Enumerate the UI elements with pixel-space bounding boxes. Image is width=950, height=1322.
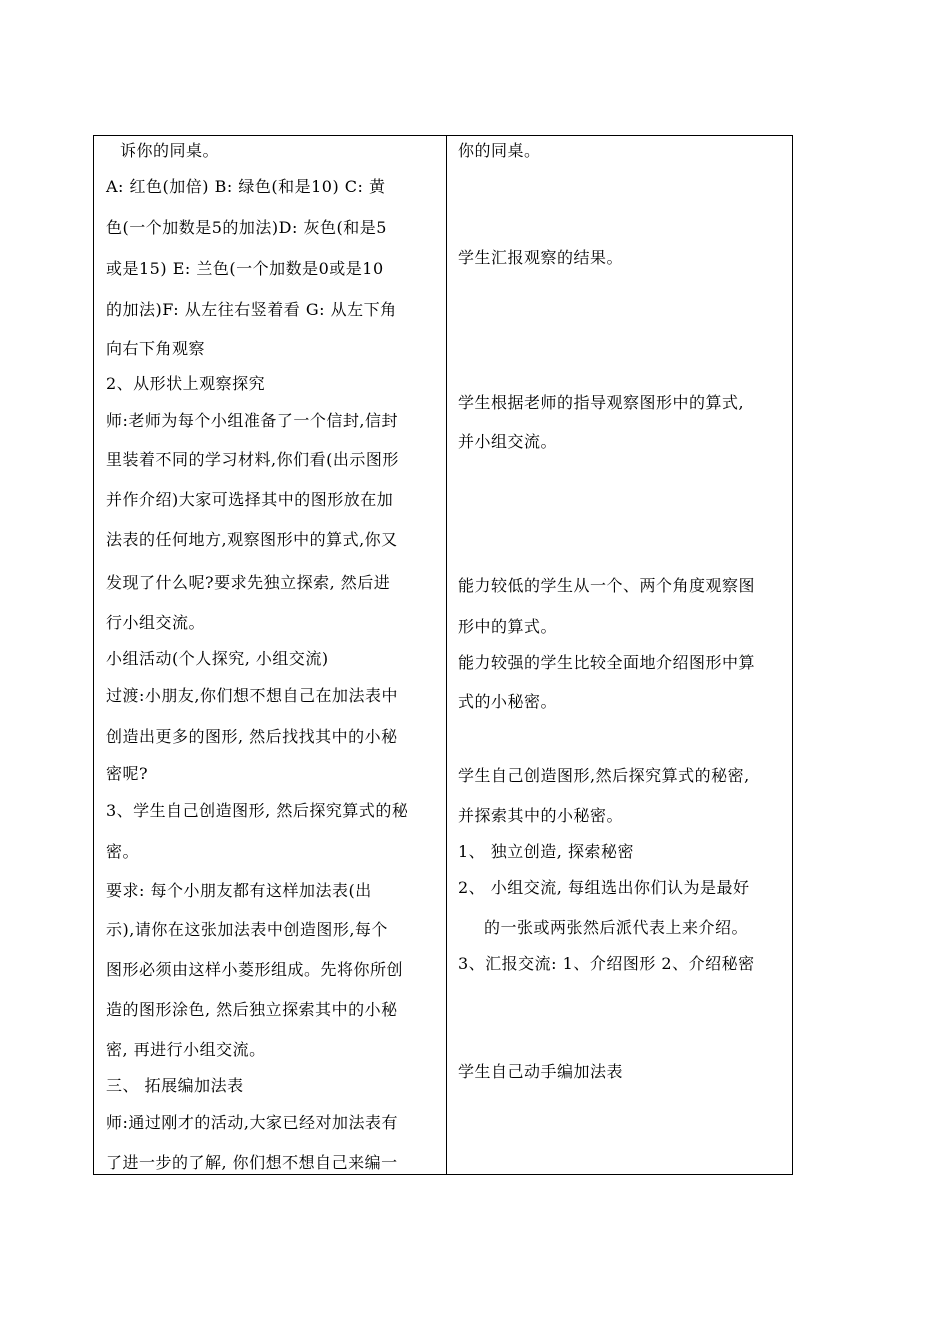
right-line: 式的小秘密。 (458, 692, 558, 711)
left-line: 2、从形状上观察探究 (106, 374, 266, 393)
left-line: 密呢? (106, 764, 149, 783)
left-line: 诉你的同桌。 (120, 141, 220, 160)
right-line: 学生自己动手编加法表 (458, 1062, 624, 1081)
right-line: 并探索其中的小秘密。 (458, 806, 624, 825)
left-line: 或是15) E: 兰色(一个加数是0或是10 (106, 259, 384, 278)
right-line: 形中的算式。 (458, 617, 558, 636)
right-line: 能力较强的学生比较全面地介绍图形中算 (458, 653, 756, 672)
right-line: 3、汇报交流: 1、介绍图形 2、介绍秘密 (458, 954, 755, 973)
left-line: 向右下角观察 (106, 339, 206, 358)
right-line: 你的同桌。 (458, 141, 541, 160)
left-line: 行小组交流。 (106, 613, 206, 632)
lesson-table (93, 135, 793, 1175)
left-line: 示),请你在这张加法表中创造图形,每个 (106, 920, 388, 939)
left-line: 色(一个加数是5的加法)D: 灰色(和是5 (106, 218, 387, 237)
left-line: 法表的任何地方,观察图形中的算式,你又 (106, 530, 398, 549)
left-line: 里装着不同的学习材料,你们看(出示图形 (106, 450, 399, 469)
left-line: A: 红色(加倍) B: 绿色(和是10) C: 黄 (106, 177, 386, 196)
right-line: 学生自己创造图形,然后探究算式的秘密, (458, 766, 750, 785)
left-line: 密, 再进行小组交流。 (106, 1040, 266, 1059)
left-line: 师:通过刚才的活动,大家已经对加法表有 (106, 1113, 398, 1132)
column-divider (446, 136, 447, 1174)
left-line: 造的图形涂色, 然后独立探索其中的小秘 (106, 1000, 398, 1019)
right-line: 1、 独立创造, 探索秘密 (458, 842, 634, 861)
right-line: 能力较低的学生从一个、两个角度观察图 (458, 576, 756, 595)
left-line: 要求: 每个小朋友都有这样加法表(出 (106, 881, 372, 900)
right-line: 2、 小组交流, 每组选出你们认为是最好 (458, 878, 750, 897)
left-line: 发现了什么呢?要求先独立探索, 然后进 (106, 573, 391, 592)
left-line: 3、学生自己创造图形, 然后探究算式的秘 (106, 801, 409, 820)
left-line: 密。 (106, 842, 140, 861)
left-line: 并作介绍)大家可选择其中的图形放在加 (106, 490, 394, 509)
left-line: 师:老师为每个小组准备了一个信封,信封 (106, 411, 398, 430)
right-line: 并小组交流。 (458, 432, 558, 451)
right-line: 的一张或两张然后派代表上来介绍。 (484, 918, 749, 937)
left-line: 创造出更多的图形, 然后找找其中的小秘 (106, 727, 398, 746)
left-line: 的加法)F: 从左往右竖着看 G: 从左下角 (106, 300, 397, 319)
left-line: 了进一步的了解, 你们想不想自己来编一 (106, 1153, 398, 1172)
left-line: 过渡:小朋友,你们想不想自己在加法表中 (106, 686, 398, 705)
right-line: 学生汇报观察的结果。 (458, 248, 624, 267)
left-line: 图形必须由这样小菱形组成。先将你所创 (106, 960, 404, 979)
right-line: 学生根据老师的指导观察图形中的算式, (458, 393, 745, 412)
left-line: 三、 拓展编加法表 (106, 1076, 244, 1095)
left-line: 小组活动(个人探究, 小组交流) (106, 649, 329, 668)
